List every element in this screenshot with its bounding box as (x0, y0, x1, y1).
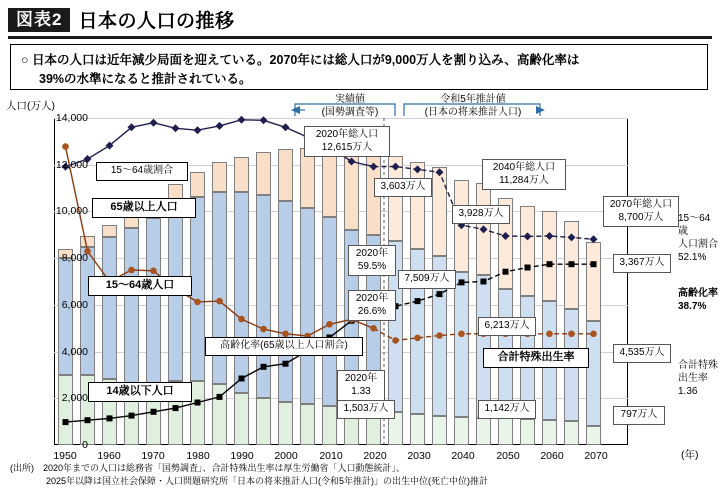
value-1503: 1,503万人 (337, 400, 395, 419)
value-6213: 6,213万人 (478, 317, 536, 336)
source-note: (出所) 2020年までの人口は総務省「国勢調査」、合計特殊出生率は厚生労働省「人口動態統計」、 2025年以降は国立社会保障・人口問題研究所「日本の将来推計人口(令和5年推計)」の出生中位(死亡中位)推計 (10, 463, 489, 487)
callout-2020-aging: 2020年 26.6% (348, 290, 396, 321)
value-3603: 3,603万人 (374, 178, 432, 197)
x-tick: 2060 (540, 450, 564, 462)
y-tick: 0 (82, 439, 88, 451)
x-tick: 1980 (186, 450, 210, 462)
y-tick: 14,000 (55, 112, 88, 124)
value-1142: 1,142万人 (478, 400, 536, 419)
value-797: 797万人 (613, 406, 665, 425)
y-tick: 4,000 (61, 345, 88, 358)
line-aging-rate (66, 311, 374, 422)
annotation-aging-rate: 高齢化率(65歳以上人口割合) (205, 337, 363, 356)
value-7509: 7,509万人 (398, 270, 456, 289)
annotation-pop-65plus: 65歳以上人口 (92, 198, 196, 218)
summary-text-1: 日本の人口は近年減少局面を迎えている。2070年には総人口が9,000万人を割り込み、高齢化率は (32, 53, 580, 67)
callout-2020-tfr: 2020年 1.33 (337, 370, 385, 401)
annotation-total-2070: 2070年総人口 8,700万人 (603, 196, 679, 227)
x-tick: 2010 (319, 450, 343, 462)
value-3928: 3,928万人 (452, 205, 510, 224)
x-tick: 1950 (53, 450, 77, 462)
annotation-pop-14under: 14歳以下人口 (88, 382, 192, 402)
x-tick: 2020 (363, 450, 387, 462)
right-label-tfr: 合計特殊 出生率 1.36 (678, 360, 718, 397)
figure-badge: 図表2 (8, 8, 70, 32)
y-tick: 10,000 (55, 205, 88, 218)
value-3367: 3,367万人 (613, 254, 671, 273)
y-axis-label: 人口(万人) (6, 100, 55, 112)
summary-text-2: 39%の水準になると推計されている。 (39, 72, 252, 87)
right-label-ratio-1564: 15〜64歳 人口割合 52.1% (678, 213, 718, 263)
x-tick: 2030 (407, 450, 431, 462)
period-actual-label: 実績値 (国勢調査等) (321, 94, 379, 118)
x-tick: 1960 (97, 450, 121, 462)
period-projection-label: 令和5年推計値 (日本の将来推計人口) (424, 94, 522, 118)
x-tick: 1970 (141, 450, 165, 462)
x-tick: 2050 (496, 450, 520, 462)
annotation-tfr: 合計特殊出生率 (483, 348, 589, 368)
x-tick: 1990 (230, 450, 254, 462)
x-axis-label: (年) (681, 449, 699, 461)
y-tick: 8,000 (61, 252, 88, 265)
annotation-total-2020: 2020年総人口 12,615万人 (304, 126, 390, 157)
y-tick: 6,000 (61, 298, 88, 311)
annotation-total-2040: 2040年総人口 11,284万人 (482, 159, 566, 190)
y-tick: 2,000 (61, 392, 88, 405)
bullet-icon: ○ (21, 53, 29, 67)
annotation-pop-1564: 15〜64歳人口 (88, 276, 192, 296)
x-tick: 2000 (274, 450, 298, 462)
x-tick: 2040 (451, 450, 475, 462)
right-label-aging: 高齢化率 38.7% (678, 288, 718, 312)
y-tick: 12,000 (55, 158, 88, 171)
page-title: 日本の人口の推移 (78, 11, 235, 32)
x-tick: 2070 (584, 450, 608, 462)
value-4535: 4,535万人 (613, 344, 671, 363)
annotation-ratio-1564: 15〜64歳割合 (96, 162, 188, 181)
callout-2020-ratio: 2020年 59.5% (348, 245, 396, 276)
